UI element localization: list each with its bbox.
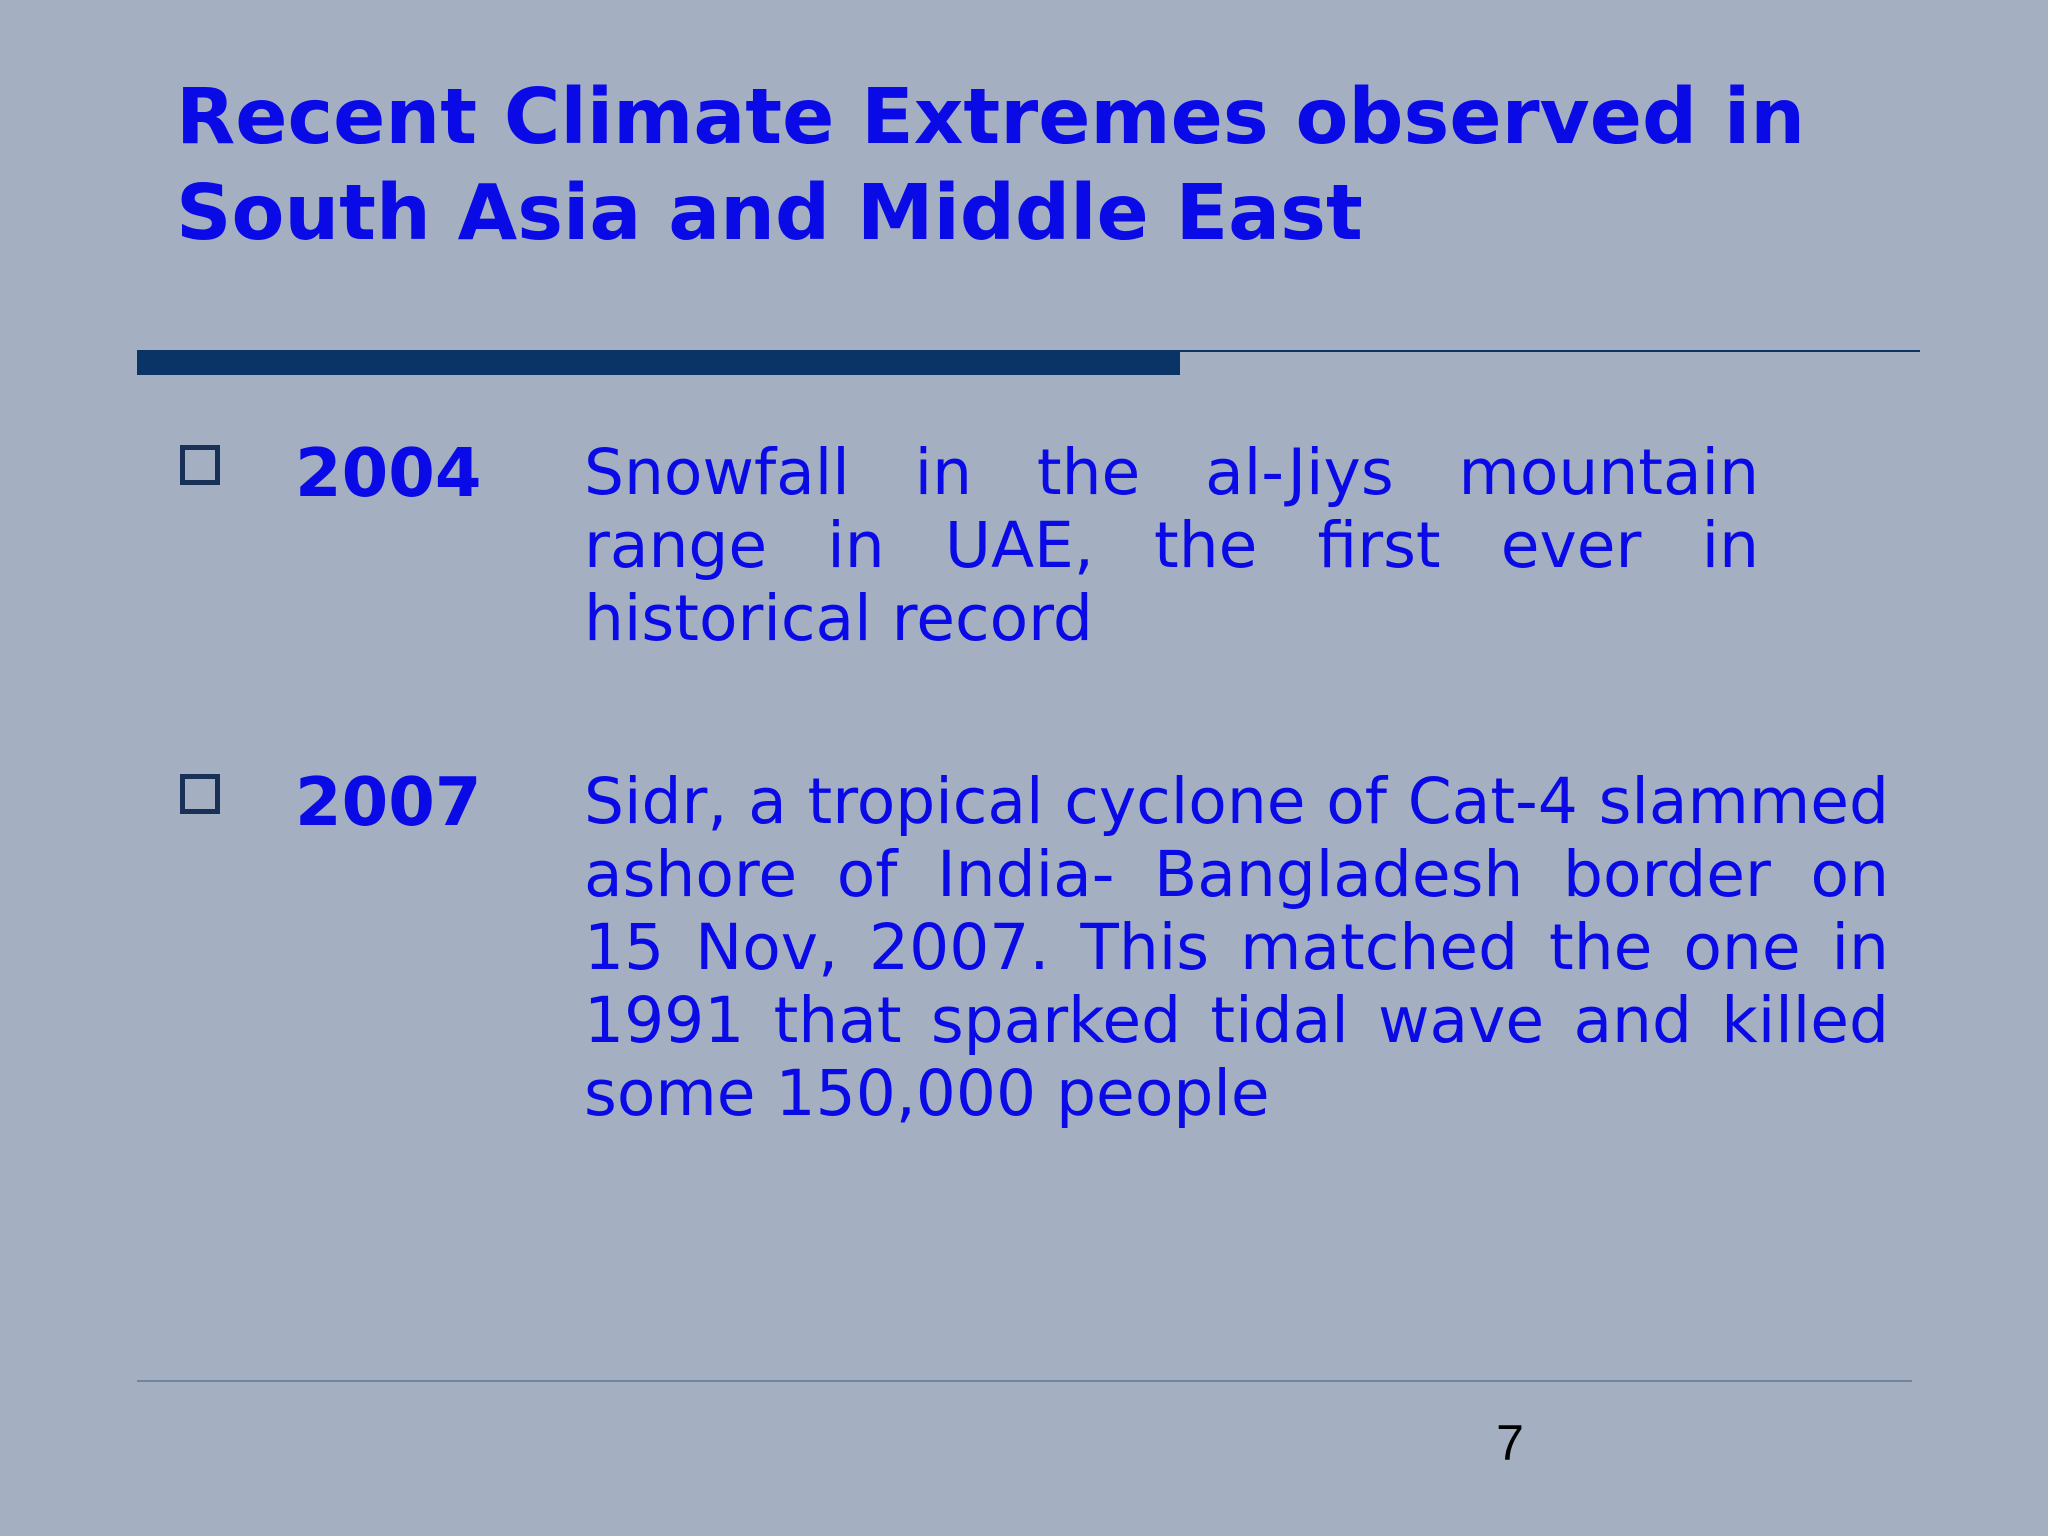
- title-divider-thick: [137, 350, 1180, 375]
- item-year: 2004: [295, 434, 482, 512]
- slide-title: Recent Climate Extremes observed in South Asia and Middle East: [176, 73, 1806, 258]
- square-bullet-icon: [180, 445, 220, 485]
- square-bullet-icon: [180, 774, 220, 814]
- item-description: Sidr, a tropical cyclone of Cat-4 slammed ashore of India- Bangladesh border on 15 Nov, 2007. This matched the one in 1991 that sparked tidal wave and killed some 150,000 people: [584, 765, 1889, 1130]
- footer-divider: [137, 1380, 1912, 1382]
- page-number: 7: [1496, 1415, 1524, 1471]
- item-year: 2007: [295, 763, 482, 841]
- title-divider-thin: [1180, 350, 1920, 352]
- item-description: Snowfall in the al-Jiys mountain range in UAE, the first ever in historical record: [584, 436, 1759, 655]
